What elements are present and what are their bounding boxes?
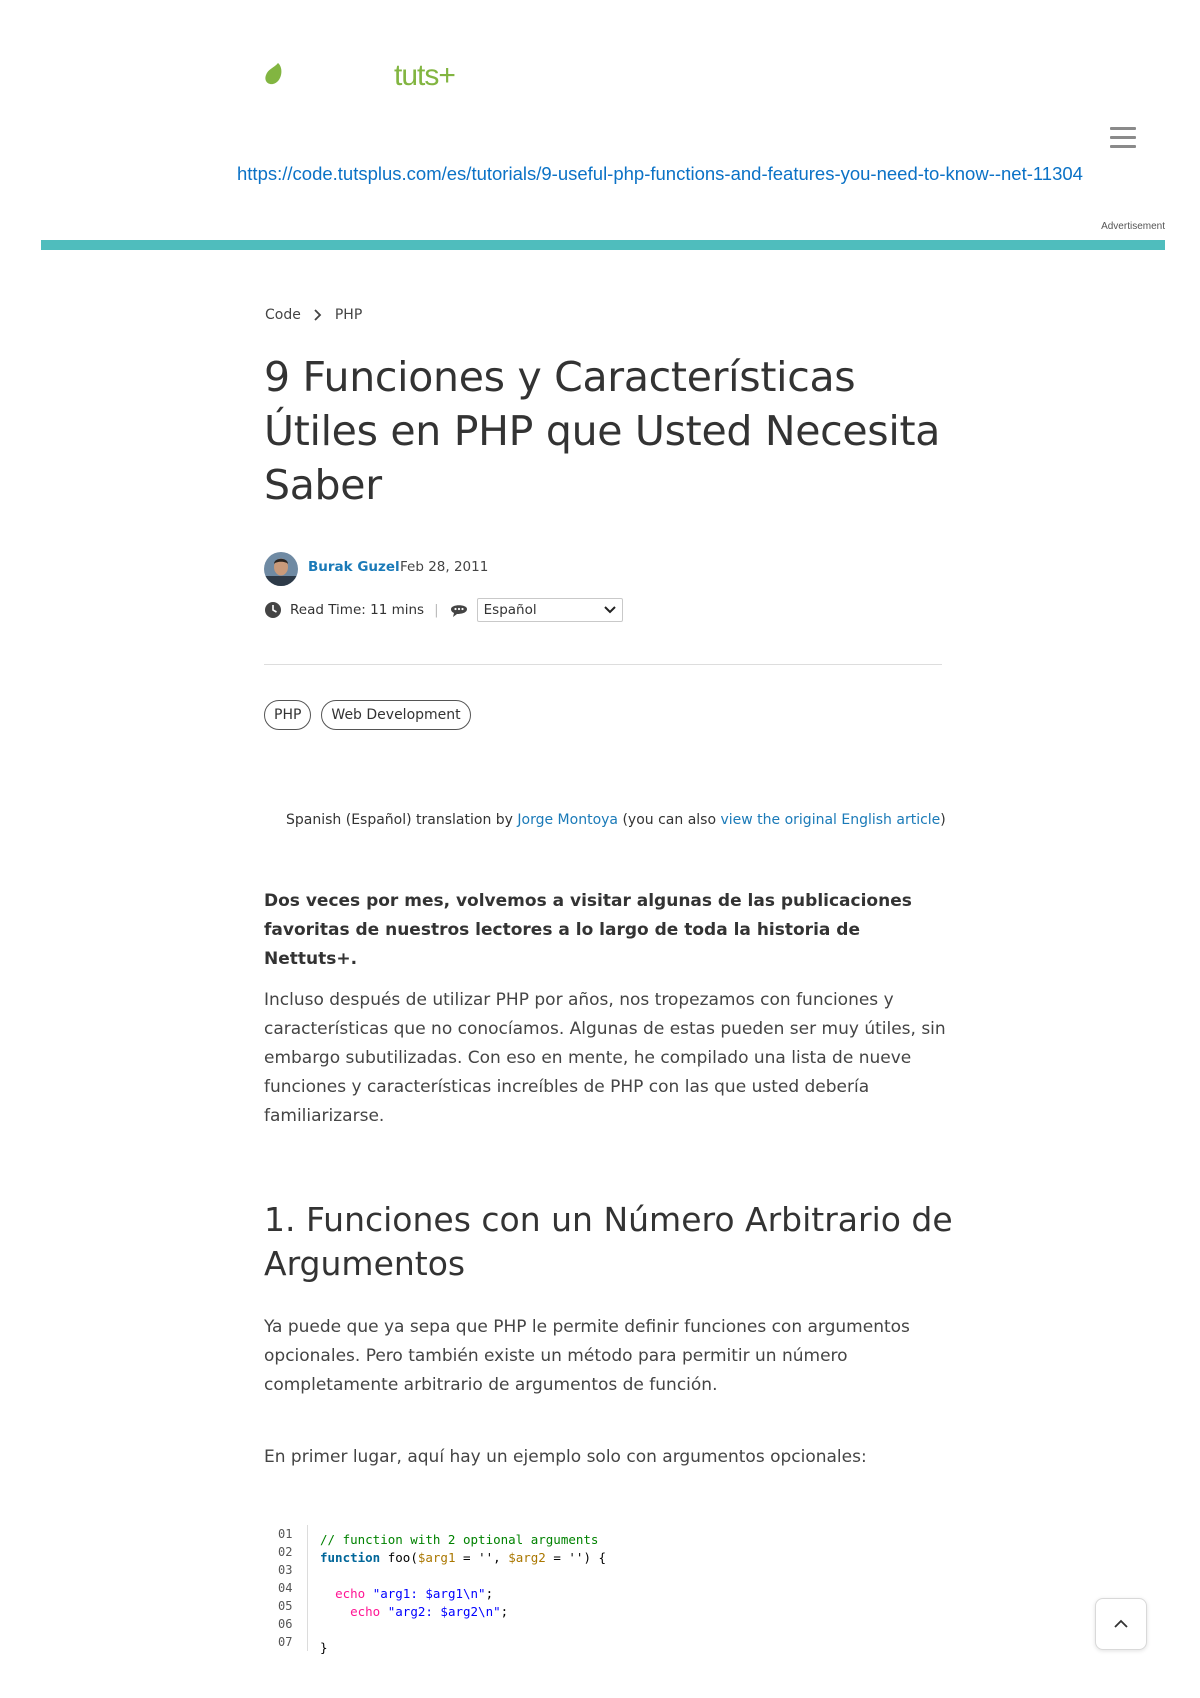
code-text: = '', xyxy=(455,1550,509,1565)
translation-note xyxy=(286,812,946,828)
breadcrumb-item-php[interactable]: PHP xyxy=(334,307,363,323)
code-text: = '') { xyxy=(545,1550,607,1565)
logo-text: tuts+ xyxy=(394,59,455,92)
source-url-link[interactable]: https://code.tutsplus.com/es/tutorials/9-useful-php-functions-and-features-you-need-to-know--net-11304 xyxy=(237,163,1083,184)
breadcrumb xyxy=(265,307,362,323)
translation-middle: (you can also xyxy=(622,812,717,828)
code-echo: echo xyxy=(350,1604,381,1619)
chevron-up-icon xyxy=(1114,1619,1128,1629)
read-time-value: 11 mins xyxy=(370,602,425,618)
code-variable: $arg2 xyxy=(508,1550,546,1565)
author-name-link[interactable]: Burak Guzel xyxy=(308,559,400,575)
hamburger-menu-icon[interactable] xyxy=(1110,127,1136,149)
code-line xyxy=(320,1567,606,1585)
section-paragraph: Ya puede que ya sepa que PHP le permite definir funciones con argumentos opcionales. Pero también existe un método para permitir un número completamente arbitrario de argumentos de función. xyxy=(264,1317,910,1395)
language-select[interactable] xyxy=(477,598,623,622)
envato-leaf-icon xyxy=(264,62,284,86)
code-variable: $arg1 xyxy=(417,1550,456,1565)
line-number: 06 xyxy=(278,1617,293,1631)
line-number: 01 xyxy=(278,1527,293,1541)
line-number: 04 xyxy=(278,1581,293,1595)
chevron-down-icon xyxy=(604,606,616,614)
code-lines xyxy=(320,1531,606,1657)
original-article-link[interactable]: view the original English article xyxy=(720,812,941,828)
read-time-label: Read Time: xyxy=(290,602,366,618)
code-line xyxy=(320,1531,606,1549)
code-string: "arg1: $arg1\n" xyxy=(365,1586,486,1601)
language-bubble-icon xyxy=(449,601,469,619)
code-string: "arg2: $arg2\n" xyxy=(380,1604,501,1619)
code-echo: echo xyxy=(335,1586,366,1601)
language-select-value: Español xyxy=(483,602,537,618)
breadcrumb-item-code[interactable]: Code xyxy=(265,307,301,323)
section-paragraph-example: En primer lugar, aquí hay un ejemplo solo con argumentos opcionales: xyxy=(264,1447,867,1467)
article-meta xyxy=(264,598,623,622)
meta-separator: | xyxy=(434,602,439,618)
code-keyword: function xyxy=(320,1550,381,1565)
lead-paragraph: Dos veces por mes, volvemos a visitar algunas de las publicaciones favoritas de nuestros lectores a lo largo de toda la historia de Nettuts+. xyxy=(264,891,912,969)
code-text: foo( xyxy=(380,1550,418,1565)
line-number: 03 xyxy=(278,1563,293,1577)
translator-link[interactable]: Jorge Montoya xyxy=(517,812,618,828)
advertisement-label: Advertisement xyxy=(1101,221,1165,232)
line-number: 02 xyxy=(278,1545,293,1559)
chevron-right-icon xyxy=(309,308,327,322)
line-number-gutter xyxy=(278,1525,308,1651)
code-line xyxy=(320,1621,606,1639)
publish-date: Feb 28, 2011 xyxy=(400,559,489,575)
avatar-image xyxy=(264,552,298,586)
advertisement-banner[interactable] xyxy=(41,240,1165,250)
intro-paragraph: Incluso después de utilizar PHP por años, nos tropezamos con funciones y características que no conocíamos. Algunas de estas pueden ser muy útiles, sin embargo subutilizadas. Con eso en mente, he compilado una lista de nueve funciones y características increíbles de PHP con las que usted debería familiarizarse. xyxy=(264,990,946,1126)
divider xyxy=(264,664,942,665)
line-number: 07 xyxy=(278,1635,293,1649)
code-indent xyxy=(320,1604,350,1619)
tag-list xyxy=(264,700,481,730)
code-text: } xyxy=(320,1640,328,1655)
code-line xyxy=(320,1585,606,1603)
code-indent xyxy=(320,1586,335,1601)
clock-icon xyxy=(264,601,282,619)
section-heading: 1. Funciones con un Número Arbitrario de Argumentos xyxy=(264,1200,953,1283)
tag-web-development[interactable]: Web Development xyxy=(321,700,470,730)
site-logo[interactable] xyxy=(264,59,455,92)
translation-suffix: ) xyxy=(940,812,946,828)
line-number: 05 xyxy=(278,1599,293,1613)
code-comment: // function with 2 optional arguments xyxy=(320,1532,599,1547)
author-avatar[interactable] xyxy=(264,552,298,586)
code-text: ; xyxy=(485,1586,494,1601)
tag-php[interactable]: PHP xyxy=(264,700,311,730)
code-line xyxy=(320,1639,606,1657)
page-title: 9 Funciones y Características Útiles en PHP que Usted Necesita Saber xyxy=(264,353,941,509)
code-line xyxy=(320,1603,606,1621)
translation-prefix: Spanish (Español) translation by xyxy=(286,812,513,828)
code-line xyxy=(320,1549,606,1567)
code-text: ; xyxy=(500,1604,509,1619)
back-to-top-button[interactable] xyxy=(1095,1598,1147,1650)
